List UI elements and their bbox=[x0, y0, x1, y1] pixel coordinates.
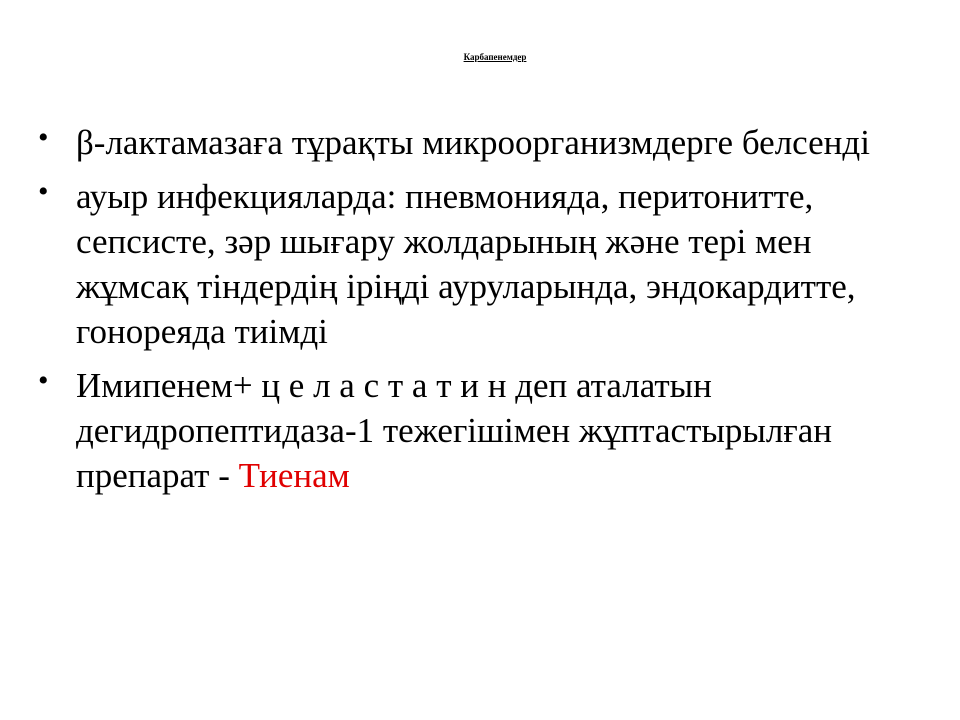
bullet-item-imipenem bbox=[38, 363, 918, 498]
bullet-dot-icon: • bbox=[38, 175, 49, 208]
bullet-item-infections bbox=[38, 174, 918, 354]
bullet-list bbox=[38, 120, 918, 507]
drug-name-highlight: Тиенам bbox=[238, 456, 350, 495]
bullet-dot-icon: • bbox=[38, 121, 49, 154]
bullet-text: β-лактамазаға тұрақты микроорганизмдерге белсенді bbox=[76, 123, 870, 162]
bullet-dot-icon: • bbox=[38, 364, 49, 397]
bullet-item-beta-lactamase bbox=[38, 120, 918, 165]
bullet-text: ауыр инфекцияларда: пневмонияда, перитонитте, сепсисте, зәр шығару жолдарының және тері мен жұмсақ тіндердің іріңді ауруларында, эндокардитте, гонореяда тиімді bbox=[76, 177, 856, 351]
bullet-text: Имипенем+ ц е л а с т а т и н деп аталатын дегидропептидаза-1 тежегішімен жұптастырылған препарат - bbox=[76, 366, 832, 495]
slide-title: Карбапенемдер bbox=[463, 52, 527, 62]
